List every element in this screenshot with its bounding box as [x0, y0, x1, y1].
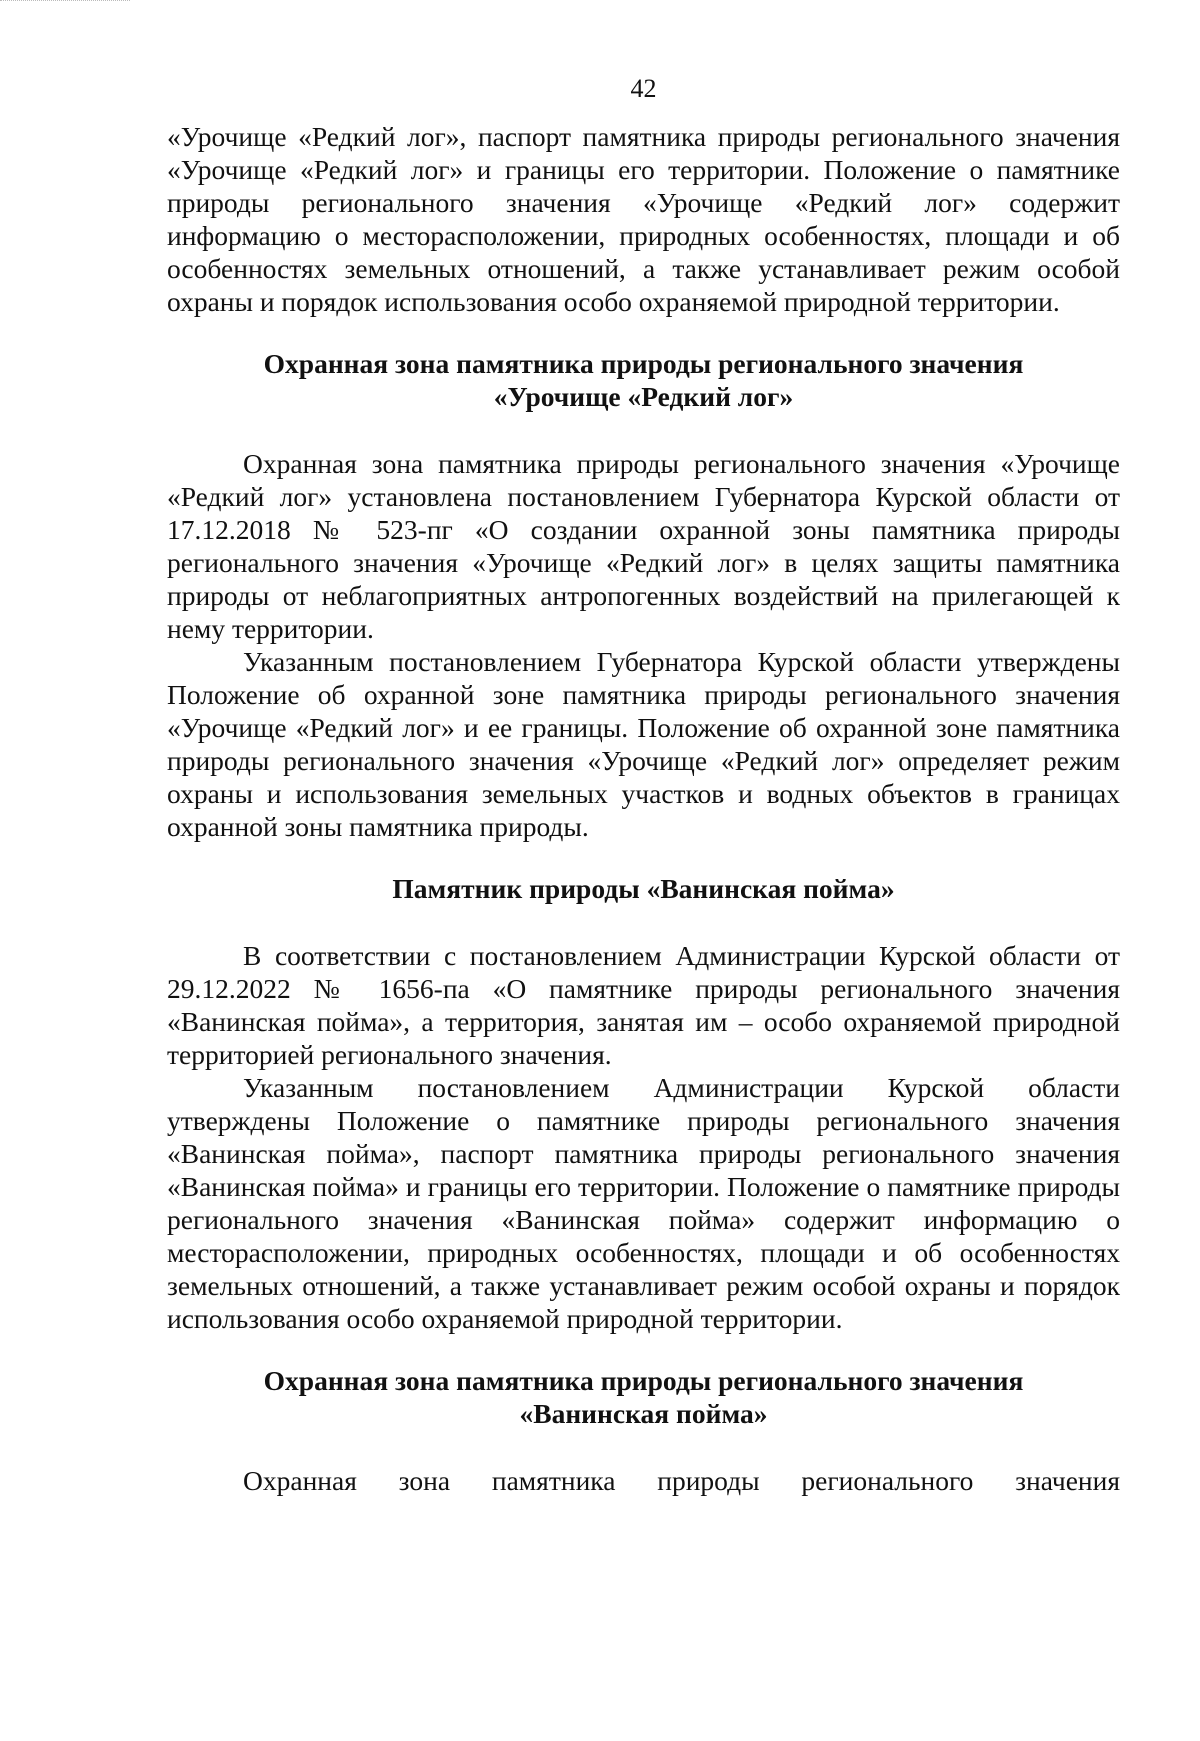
paragraph: Охранная зона памятника природы регионального значения — [243, 1465, 1120, 1496]
document-body — [167, 120, 1120, 1497]
paragraph: В соответствии с постановлением Администрации Курской области от 29.12.2022 № 1656-па «О памятнике природы регионального значения «Ванинская пойма», а территория, занятая им – особо охраняемой природной территорией регионального значения. — [167, 940, 1120, 1070]
document-page — [167, 0, 1120, 1741]
heading-okhrannaya-zona-vaninskaya-poyma — [167, 1364, 1120, 1430]
heading-okhrannaya-zona-redkiy-log — [167, 347, 1120, 413]
scan-edge-mark — [0, 0, 130, 4]
heading-vaninskaya-poyma — [167, 872, 1120, 905]
heading-line: Памятник природы «Ванинская пойма» — [392, 873, 895, 904]
paragraph-continuation: «Урочище «Редкий лог», паспорт памятника природы регионального значения «Урочище «Редкий лог» и границы его территории. Положение о памятнике природы регионального значения «Урочище «Редкий лог» содержит информацию о месторасположении, природных особенностях, площади и об особенностях земельных отношений, а также устанавливает режим особой охраны и порядок использования особо охраняемой природной территории. — [167, 121, 1120, 317]
paragraph: Указанным постановлением Губернатора Курской области утверждены Положение об охранной зоне памятника природы регионального значения «Урочище «Редкий лог» и ее границы. Положение об охранной зоне памятника природы регионального значения «Урочище «Редкий лог» определяет режим охраны и использования земельных участков и водных объектов в границах охранной зоны памятника природы. — [167, 646, 1120, 842]
heading-line: «Урочище «Редкий лог» — [493, 381, 794, 412]
paragraph: Указанным постановлением Администрации Курской области утверждены Положение о памятнике природы регионального значения «Ванинская пойма», паспорт памятника природы регионального значения «Ванинская пойма» и границы его территории. Положение о памятнике природы регионального значения «Ванинская пойма» содержит информацию о месторасположении, природных особенностях, площади и об особенностях земельных отношений, а также устанавливает режим особой охраны и порядок использования особо охраняемой природной территории. — [167, 1072, 1120, 1334]
paragraph: Охранная зона памятника природы регионального значения «Урочище «Редкий лог» установлена постановлением Губернатора Курской области от 17.12.2018 № 523-пг «О создании охранной зоны памятника природы регионального значения «Урочище «Редкий лог» в целях защиты памятника природы от неблагоприятных антропогенных воздействий на прилегающей к нему территории. — [167, 448, 1120, 644]
heading-line: Охранная зона памятника природы регионального значения — [263, 1365, 1024, 1396]
heading-line: Охранная зона памятника природы регионального значения — [263, 348, 1024, 379]
heading-line: «Ванинская пойма» — [519, 1398, 768, 1429]
page-number: 42 — [630, 74, 657, 103]
